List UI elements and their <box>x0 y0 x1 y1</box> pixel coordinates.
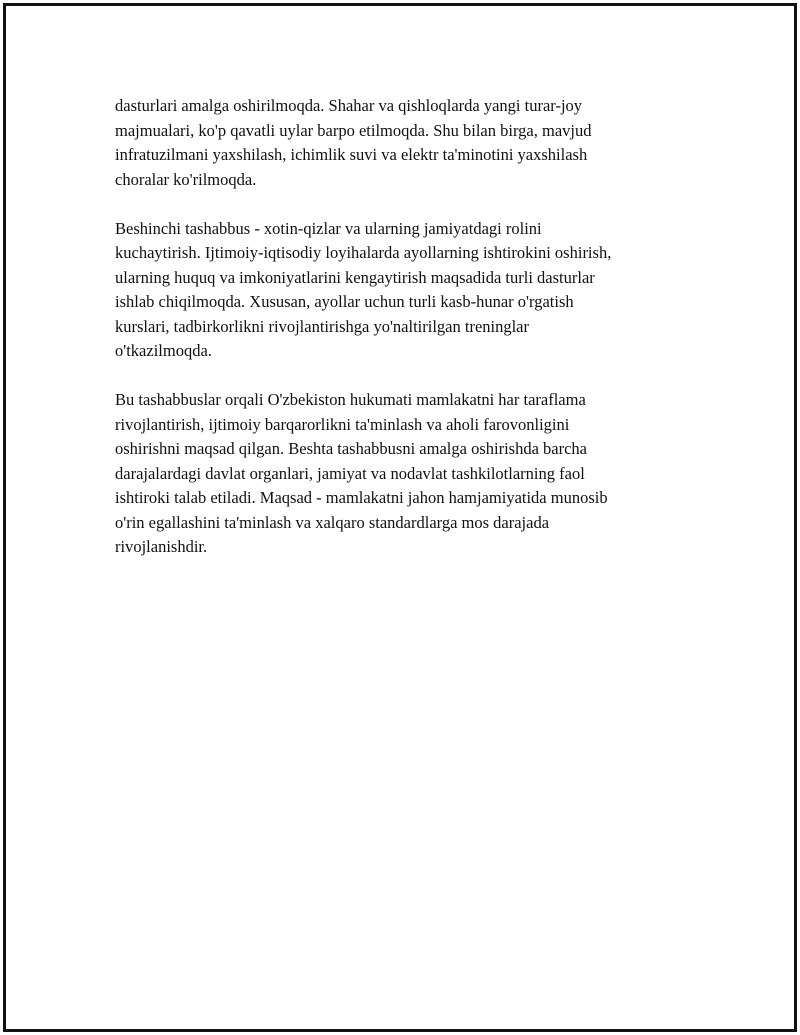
paragraph-conclusion: Bu tashabbuslar orqali O'zbekiston hukumati mamlakatni har taraflama rivojlantirish, ijtimoiy barqarorlikni ta'minlash va aholi farovonligini oshirishni maqsad qilgan. Beshta tashabbusni amalga oshirishda barcha darajalardagi davlat organlari, jamiyat va nodavlat tashkilotlarning faol ishtiroki talab etiladi. Maqsad - mamlakatni jahon hamjamiyatida munosib o'rin egallashini ta'minlash va xalqaro standardlarga mos darajada rivojlanishdir. <box>115 390 608 556</box>
paragraph-fifth-initiative: Beshinchi tashabbus - xotin-qizlar va ularning jamiyatdagi rolini kuchaytirish. Ijtimoiy-iqtisodiy loyihalarda ayollarning ishtirokini oshirish, ularning huquq va imkoniyatlarini kengaytirish maqsadida turli dasturlar ishlab chiqilmoqda. Xususan, ayollar uchun turli kasb-hunar o'rgatish kurslari, tadbirkorlikni rivojlantirishga yo'naltirilgan treninglar o'tkazilmoqda. <box>115 218 612 360</box>
document-body <box>115 94 675 584</box>
paragraph-housing-programs: dasturlari amalga oshirilmoqda. Shahar va qishloqlarda yangi turar-joy majmualari, ko'p qavatli uylar barpo etilmoqda. Shu bilan birga, mavjud infratuzilmani yaxshilash, ichimlik suvi va elektr ta'minotini yaxshilash choralar ko'rilmoqda. <box>115 96 592 189</box>
